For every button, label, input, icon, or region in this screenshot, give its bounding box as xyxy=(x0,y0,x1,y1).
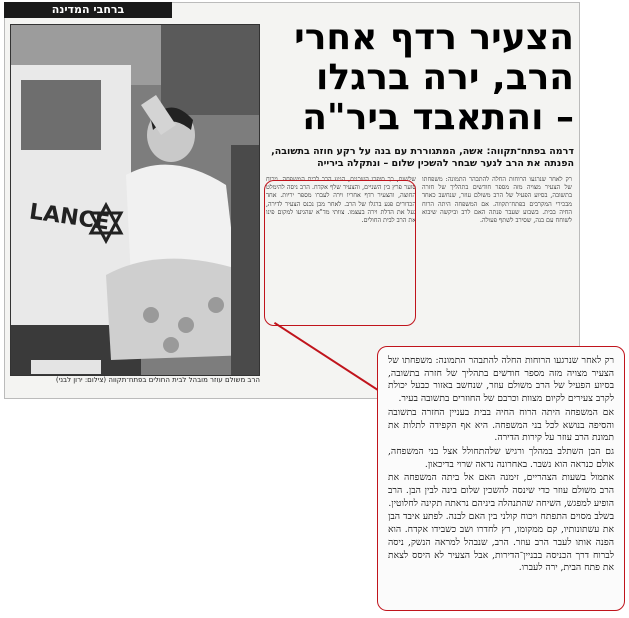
excerpt-paragraph: אתמול בשעות הצהריים, זימנה האם אל ביתה המשפחה את הרב משולם עוזר כדי שינסה להשכין שלום בינה לבין הבן. הרב הופיע למפגש, השיחה שהתנהלה ביניהם נראתה תקינה לחלוטין. xyxy=(388,472,614,509)
headline-line: – והתאבד ביר"ה xyxy=(302,97,574,138)
article-column-right: רק לאחר שנרגעו הרוחות החלה להתבהר התמונה: משפחתו של הצעיר מצויה מזה מספר חודשים בתהליך של חזרה בתשובה, בסיוע הפעיל של הרב משולם עוזר, שנחשב כאחד מבכירי המקרבים בפתח־תקווה. אם המשפחה היתה הרוח החיה בבית. בשבוע שעבר פנתה האם לרב וביקשה שיבוא לשוחח עם בנה, שסירב לשתף פעולה. xyxy=(422,176,572,225)
photo-caption: הרב משולם עוזר מובהל לבית החולים בפתח־תקווה (צילום: ירון לבני) xyxy=(55,376,260,384)
excerpt-paragraph: בשלב מסוים התפתח ויכוח קולני בין האם לבנה. לפתע איבד הבן את עשתונותיו, קם ממקומו, רץ לחדרו ושב כשבידו אקדח. הוא הפנה אותו לעבר הרב עוזר. הרב, שנבהל למראה הנשק, ניסה לברוח דרך הכניסה בבניין־הדירות, אבל הצעיר לא היסס לצאת את פתח הבית, ירה לעברו. xyxy=(388,511,614,574)
zoomed-excerpt xyxy=(377,346,625,611)
excerpt-paragraph: אם המשפחה היתה הרוח החיה בבית בעניין החזרה בתשובה והסיפה בנושא לכל בני המשפחה. היא אף הקפידה לתלות את תמונת הרב עוזר על קירות הדירה. xyxy=(388,406,614,444)
zoomed-excerpt-text xyxy=(378,347,624,582)
excerpt-paragraph: גם הבן השתלב במהלך ורגיש שלהתחולל אצל בני המשפחה, אולם כנראה הוא נשבר. באחרונה נראה שרוי בדיכאון. xyxy=(388,445,614,470)
news-photo xyxy=(10,24,260,376)
headline xyxy=(262,18,574,138)
headline-line: הצעיר רדף אחרי xyxy=(294,17,574,58)
headline-line: הרב, ירה ברגלו xyxy=(316,57,574,98)
excerpt-paragraph: רק לאחר שנרגעו הרוחות החלה להתבהר התמונה: משפחתו של הצעיר מצויה מזה מספר חודשים בתהליך של חזרה בתשובה, בסיוע הפעיל של הרב משולם עוזר, שנחשב באזור כבעל יכולת לקרב צעירים לקיום מצוות וכרבם של החוזרים בתשובה בעיר. xyxy=(388,355,614,405)
article-column-left: שלשום, כך סיפרו השכנים, הגיע הרב לבית המשפחה. ויכוח סוער פרץ בין השניים, והצעיר שלף אקדח. הרב ניסה להימלט החוצה, והצעיר רדף אחריו וירה לעברו מספר יריות. אחד הכדורים פגע ברגלו של הרב. לאחר מכן נכנס הצעיר לדירה, נעל את הדלת וירה בעצמו. צוותי מד"א שהגיעו למקום פינו את הרב לבית החולים. xyxy=(266,176,416,225)
section-header: ברחבי המדינה xyxy=(4,2,172,18)
subheadline: דרמה בפתח־תקווה: אשה, המתגוררת עם בנה על רקע חוזה בתשובה, הפנתה את הרב לנער שבחר להשכין שלום – ונתקלה בירייה xyxy=(271,146,574,169)
highlight-box xyxy=(264,180,416,326)
ambulance-lettering: LANCE xyxy=(27,199,111,236)
